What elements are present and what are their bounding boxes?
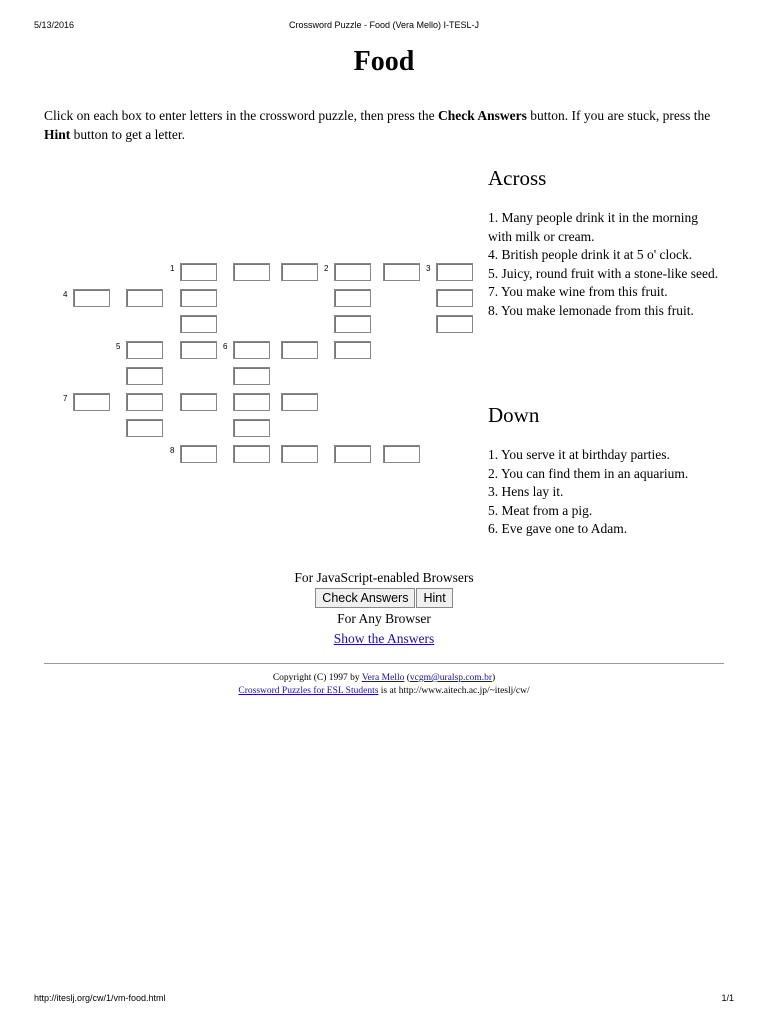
crossword-cell[interactable] — [281, 393, 318, 411]
print-footer — [34, 993, 734, 1005]
clue-number-5: 5 — [116, 342, 121, 351]
button-row — [0, 588, 768, 610]
copyright-prefix: Copyright (C) 1997 by — [272, 673, 362, 683]
clue-number-3: 3 — [426, 264, 431, 273]
instructions-text-2: button. If you are stuck, press the — [526, 108, 711, 123]
print-page-title: Crossword Puzzle - Food (Vera Mello) I-TESL-J — [288, 20, 480, 30]
site-link[interactable]: Crossword Puzzles for ESL Students — [238, 686, 379, 696]
crossword-cell[interactable] — [334, 289, 371, 307]
site-url-text: is at http://www.aitech.ac.jp/~iteslj/cw/ — [378, 686, 530, 696]
across-clue: 5. Juicy, round fruit with a stone-like seed. — [488, 265, 719, 281]
crossword-cell[interactable] — [126, 419, 163, 437]
instructions-check-answers: Check Answers — [438, 108, 527, 123]
crossword-cell[interactable] — [436, 289, 473, 307]
instructions-text-3: button to get a letter. — [70, 127, 185, 142]
down-clue: 2. You can find them in an aquarium. — [488, 465, 689, 481]
print-page-number: 1/1 — [721, 993, 734, 1003]
across-clue: 4. British people drink it at 5 o' clock. — [488, 247, 693, 263]
crossword-cell[interactable] — [233, 341, 270, 359]
site-line — [0, 685, 768, 698]
check-answers-button[interactable]: Check Answers — [315, 588, 415, 608]
paren-close: ) — [491, 673, 496, 683]
crossword-cell[interactable] — [233, 419, 270, 437]
print-date: 5/13/2016 — [34, 20, 75, 30]
copyright — [0, 672, 768, 698]
crossword-cell[interactable] — [233, 445, 270, 463]
down-clue: 6. Eve gave one to Adam. — [488, 521, 628, 537]
crossword-cell[interactable] — [180, 393, 217, 411]
crossword-cell[interactable] — [436, 263, 473, 281]
clue-number-2: 2 — [324, 264, 329, 273]
crossword-cell[interactable] — [180, 289, 217, 307]
divider — [44, 663, 724, 664]
down-clue: 1. You serve it at birthday parties. — [488, 447, 670, 462]
across-clue: 7. You make wine from this fruit. — [488, 284, 668, 300]
page-title: Food — [353, 46, 415, 77]
instructions-text-1: Click on each box to enter letters in the crossword puzzle, then press the — [44, 108, 439, 123]
email-link[interactable]: vcgm@uralsp.com.br — [409, 673, 492, 683]
crossword-cell[interactable] — [126, 393, 163, 411]
across-clue-list — [488, 209, 720, 321]
down-heading: Down — [488, 403, 540, 427]
instructions — [44, 106, 724, 144]
clue-number-6: 6 — [223, 342, 228, 351]
clue-number-8: 8 — [170, 446, 175, 455]
down-clue-list — [488, 446, 720, 539]
crossword-cell[interactable] — [281, 445, 318, 463]
crossword-cell[interactable] — [334, 315, 371, 333]
crossword-cell[interactable] — [180, 445, 217, 463]
crossword-cell[interactable] — [180, 315, 217, 333]
crossword-cell[interactable] — [383, 263, 420, 281]
author-link[interactable]: Vera Mello — [361, 673, 405, 683]
js-browsers-label: For JavaScript-enabled Browsers — [294, 570, 474, 585]
crossword-cell[interactable] — [180, 263, 217, 281]
crossword-cell[interactable] — [233, 367, 270, 385]
crossword-cell[interactable] — [180, 341, 217, 359]
clue-number-1: 1 — [170, 264, 175, 273]
controls — [0, 568, 768, 649]
instructions-hint: Hint — [44, 127, 71, 142]
crossword-cell[interactable] — [334, 445, 371, 463]
across-clue: 1. Many people drink it in the morning with milk or cream. — [488, 210, 698, 244]
crossword-cell[interactable] — [233, 263, 270, 281]
crossword-cell[interactable] — [126, 341, 163, 359]
show-answers-link[interactable]: Show the Answers — [333, 631, 435, 646]
clue-number-4: 4 — [63, 290, 68, 299]
print-header — [34, 20, 734, 32]
copyright-line — [0, 672, 768, 685]
crossword-cell[interactable] — [436, 315, 473, 333]
crossword-cell[interactable] — [126, 289, 163, 307]
paren-open: ( — [404, 673, 410, 683]
print-url: http://iteslj.org/cw/1/vm-food.html — [34, 993, 166, 1003]
down-clue: 3. Hens lay it. — [488, 484, 564, 500]
crossword-cell[interactable] — [126, 367, 163, 385]
crossword-cell[interactable] — [334, 263, 371, 281]
down-clues — [488, 403, 720, 539]
hint-button[interactable]: Hint — [416, 588, 452, 608]
across-heading: Across — [488, 166, 547, 190]
crossword-cell[interactable] — [334, 341, 371, 359]
down-clue: 5. Meat from a pig. — [488, 502, 593, 518]
across-clue: 8. You make lemonade from this fruit. — [488, 302, 694, 318]
crossword-cell[interactable] — [73, 289, 110, 307]
crossword-cell[interactable] — [73, 393, 110, 411]
crossword-cell[interactable] — [281, 341, 318, 359]
any-browser-label: For Any Browser — [337, 611, 431, 626]
crossword-cell[interactable] — [281, 263, 318, 281]
across-clues — [488, 166, 720, 321]
crossword-cell[interactable] — [233, 393, 270, 411]
clue-number-7: 7 — [63, 394, 68, 403]
crossword-cell[interactable] — [383, 445, 420, 463]
